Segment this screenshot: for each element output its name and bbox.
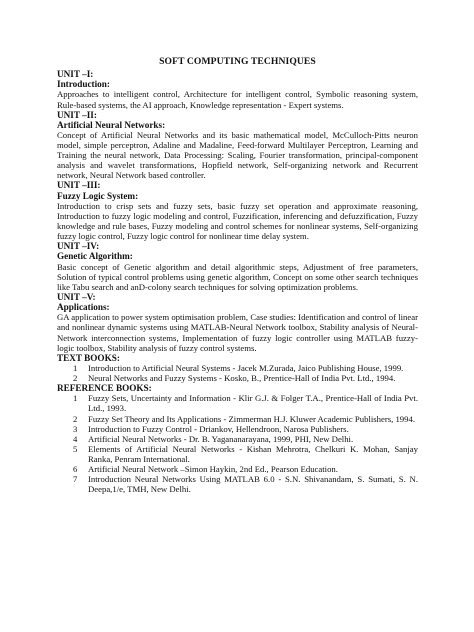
item-text: Fuzzy Set Theory and Its Applications - Zimmerman H.J. Kluwer Academic Publishers, 1994. <box>88 413 416 424</box>
item-text: Introduction to Artificial Neural Systems - Jacek M.Zurada, Jaico Publishing House, 1999. <box>88 362 404 373</box>
list-item <box>57 444 418 464</box>
item-text: Introduction to Fuzzy Control - Driankov, Hellendroon, Narosa Publishers. <box>88 423 349 434</box>
unit-4 <box>57 241 418 292</box>
unit-topic: Applications: <box>57 302 110 313</box>
unit-5 <box>57 292 418 353</box>
list-item <box>57 434 418 444</box>
item-number: 5 <box>73 443 78 454</box>
item-number: 3 <box>73 423 78 434</box>
unit-label: UNIT –III: <box>57 180 101 191</box>
item-text: Introduction Neural Networks Using MATLAB 6.0 - S.N. Shivanandam, S. Sumati, S. N. Deepa,1/e, TMH, New Delhi. <box>88 474 418 495</box>
item-number: 1 <box>73 393 78 404</box>
item-number: 4 <box>73 433 78 444</box>
reference-books-section <box>57 383 418 494</box>
item-text: Artificial Neural Networks - Dr. B. Yagananarayana, 1999, PHI, New Delhi. <box>88 433 354 444</box>
text-books-list <box>57 363 418 383</box>
list-item <box>57 424 418 434</box>
reference-books-heading: REFERENCE BOOKS: <box>57 383 152 394</box>
unit-topic: Artificial Neural Networks: <box>57 119 166 130</box>
unit-body: Basic concept of Genetic algorithm and detail algorithmic steps, Adjustment of free parameters, Solution of typical control problems using genetic algorithm, Concept on some other search techniques like Tabu search and anD-colony search techniques for solving optimization problems. <box>57 261 418 292</box>
unit-label: UNIT –I: <box>57 69 94 79</box>
list-item <box>57 373 418 383</box>
document-title: SOFT COMPUTING TECHNIQUES <box>159 56 316 67</box>
unit-topic: Fuzzy Logic System: <box>57 190 139 201</box>
unit-body: GA application to power system optimisation problem, Case studies: Identification and control of linear and nonlinear dynamic systems using MATLAB-Neural Network toolbox, Stability analysis of Neural-Network interconnection systems, Implementation of fuzzy logic controller using MATLAB fuzzy-logic toolbox, Stability analysis of fuzzy control systems. <box>57 312 418 353</box>
text-books-heading: TEXT BOOKS: <box>57 352 120 363</box>
unit-label: UNIT –V: <box>57 291 96 302</box>
unit-body: Approaches to intelligent control, Architecture for intelligent control, Symbolic reasoning system, Rule-based systems, the AI approach, Knowledge representation - Expert systems. <box>57 89 418 110</box>
item-number: 2 <box>73 373 78 384</box>
item-text: Fuzzy Sets, Uncertainty and Information - Klir G.J. & Folger T.A., Prentice-Hall of India Pvt. Ltd., 1993. <box>88 393 418 414</box>
unit-body: Concept of Artificial Neural Networks and its basic mathematical model, McCulloch-Pitts neuron model, simple perceptron, Adaline and Madaline, Feed-forward Multilayer Perceptron, Learning and Training the neural network, Data Processing: Scaling, Fourier transformation, principal-component analysis and wavelet transformations, Hopfield network, Self-organizing network and Recurrent network, Neural Network based controller. <box>57 130 418 181</box>
unit-2 <box>57 110 418 181</box>
unit-label: UNIT –II: <box>57 109 97 120</box>
list-item <box>57 464 418 474</box>
list-item <box>57 363 418 373</box>
unit-topic: Introduction: <box>57 79 110 90</box>
list-item <box>57 414 418 424</box>
unit-topic: Genetic Algorithm: <box>57 251 133 262</box>
unit-1 <box>57 69 418 110</box>
item-number: 1 <box>73 362 78 373</box>
unit-body: Introduction to crisp sets and fuzzy sets, basic fuzzy set operation and approximate reasoning, Introduction to fuzzy logic modeling and control, Fuzzification, inferencing and defuzzification, Fuzzy knowledge and rule bases, Fuzzy modeling and control schemes for nonlinear systems, Self-organizing fuzzy logic control, Fuzzy logic control for nonlinear time delay system. <box>57 200 418 242</box>
list-item <box>57 474 418 494</box>
item-text: Artificial Neural Network –Simon Haykin, 2nd Ed., Pearson Education. <box>88 463 338 474</box>
item-text: Neural Networks and Fuzzy Systems - Kosko, B., Prentice-Hall of India Pvt. Ltd., 1994. <box>88 373 396 384</box>
unit-label: UNIT –IV: <box>57 241 100 252</box>
item-text: Elements of Artificial Neural Networks - Kishan Mehrotra, Chelkuri K. Mohan, Sanjay Ranka, Penram International. <box>88 443 418 464</box>
reference-books-list <box>57 393 418 494</box>
text-books-section <box>57 353 418 383</box>
item-number: 7 <box>73 474 78 485</box>
item-number: 6 <box>73 463 78 474</box>
unit-3 <box>57 180 418 241</box>
item-number: 2 <box>73 413 78 424</box>
list-item <box>57 393 418 413</box>
